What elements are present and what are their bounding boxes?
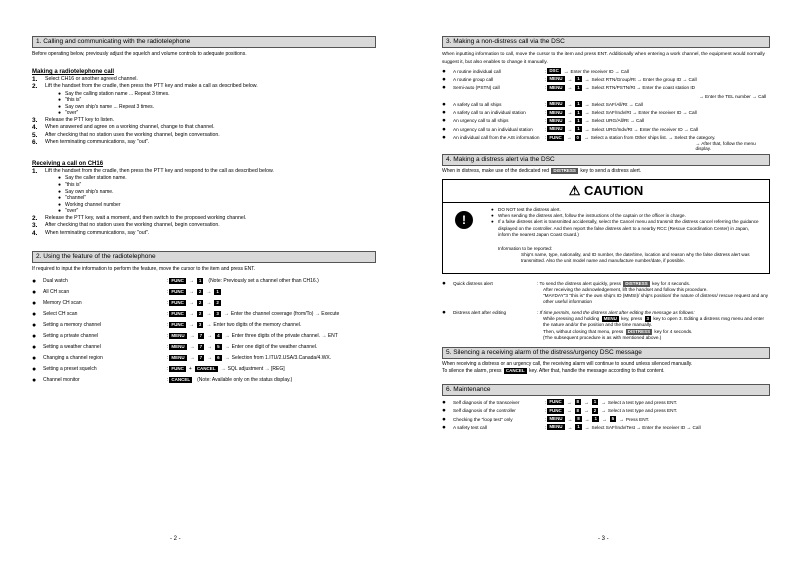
receiving-step: 3. After checking that no station uses the working channel, begin conversation. [32, 222, 220, 230]
key-label: FUNC [549, 399, 562, 405]
key-label: 1 [216, 289, 219, 295]
key-label: MENU [171, 333, 185, 339]
key-label: MENU [549, 117, 563, 123]
key-label: 3 [198, 322, 202, 328]
making-step: 1. Select CH16 or another agreed channel. [32, 76, 138, 83]
cancel-key: CANCEL [505, 368, 525, 374]
making-step: 5. After checking that no station uses the working channel, begin conversation. [32, 131, 220, 139]
feature-row: ● Self diagnosis of the transceiver : FUNC → 8 → 1 → Select a test type and press ENT. [442, 398, 678, 406]
key-label: 2 [198, 300, 202, 306]
key-label: 5 [611, 416, 615, 421]
page-number-left: - 2 - [170, 536, 181, 542]
info-title: Information to be reported: [498, 245, 553, 251]
receiving-sub: ● Working channel number [58, 201, 121, 208]
making-sub: ● "over" [58, 110, 79, 117]
receiving-sub: ● "this is" [58, 182, 82, 189]
key-label: 2 [593, 407, 597, 413]
warning-icon: ⚠ [568, 182, 581, 198]
feature-row: ● Setting a preset squelch : FUNC + CANCEL → SQL adjustment → [REG] [32, 365, 285, 373]
key-label: 1 [577, 126, 580, 132]
key-label: MENU [549, 76, 563, 82]
receiving-sub: ● "channel" [58, 195, 87, 202]
key-label: 8 [577, 416, 580, 421]
key-label: 7 [199, 344, 203, 350]
key-label: 1 [577, 117, 580, 123]
feature-row: ● Checking the "loop test" only : MENU → 8 → 1 → 5 → Press ENT. [442, 415, 650, 423]
key-label: 8 [576, 407, 580, 413]
key-label: 1 [594, 416, 597, 421]
key-label: 1 [577, 424, 580, 430]
feature-row: ● All CH scan : FUNC → 2 → 1 [32, 288, 219, 296]
feature-row: → Enter the TEL number → Call [699, 93, 767, 99]
dsc-call-list [442, 67, 770, 150]
distress-key: DISTRESS [553, 167, 576, 173]
making-step: 2. Lift the handset from the cradle, then press the PTT key and make a call as described below. [32, 83, 258, 91]
key-label: MENU [549, 416, 563, 421]
feature-row: ● A safety call to all ships : MENU → 1 → Select SAF/All/Rt → Call [442, 100, 643, 108]
key-label: 1 [577, 84, 580, 90]
feature-row: ● A routine individual call : DSC → Enter the receiver ID → Call [442, 67, 629, 75]
feature-row: ● Setting a private channel : MENU → 7 → 4 → Enter three digits of the private channel. → ENT [32, 332, 338, 340]
feature-row: ● Select CH scan : FUNC → 2 → 3 → Enter the channel coverage (from/To) → Execute [32, 310, 340, 318]
receiving-step: 4. When terminating communications, say "out". [32, 229, 150, 237]
section-4-title: 4. Making a distress alert via the DSC [442, 154, 770, 166]
feature-row: ● A safety call to an individual station : MENU → 1 → Select SAF/Indv/Rt → Enter the receiver ID → Call [442, 109, 697, 117]
key-label: CANCEL [196, 366, 216, 372]
right-page [442, 36, 770, 431]
distress-after-edit: ● Distress alert after editing : If time permits, send the distress alert after editing the message as follows: While pressing and holding MENU key, press 3 key to open 3. Editing a distress msg menu and enter the nature and/or the position and the time manually. Then, without closing that menu, press DISTRESS key for 4 seconds. (The subsequent procedure is as with mentioned above.) [442, 308, 765, 340]
key-label: FUNC [171, 366, 184, 372]
caution-box [442, 179, 770, 274]
key-label: FUNC [171, 311, 184, 317]
section-5-l1: When receiving a distress or an urgency call, the receiving alarm will continue to sound unless silenced manually. [442, 361, 693, 368]
key-label: 0 [576, 134, 580, 140]
left-page [32, 36, 376, 386]
caution-text: ● DO NOT test the distress alert. ● When sending the distress alert, follow the instructions of the captain or the officer in charge. ● If a false distress alert is transmitted accidentally, select the Cancel menu and transmit the distress cancel referring the guidance displayed on the controller. And then report the false distress alert to a nearby RCC (Rescue Coordination Center) in Japan, inform the nearest Japan Coast Guard.) Information to be reported: Ship's name, type, nationality, and ID number, the date/time, location and reason why the false distress alert was transmitted. Also the unit model name and manufacture number/date, if possible. [491, 207, 763, 269]
feature-row: → After that, follow the menu display. [695, 140, 756, 151]
feature-row: ● An urgency call to an individual station : MENU → 1 → Select URG/Indv/Rt → Enter the receiver ID → Call [442, 125, 698, 133]
receiving-step: 2. Release the PTT key, wait a moment, and then switch to the proposed working channel. [32, 215, 247, 223]
feature-row: ● Changing a channel region : MENU → 7 → 6 → Selection from 1.ITU/2.USA/3.Canada/4.WX. [32, 354, 332, 362]
section-3-title: 3. Making a non-distress call via the DSC [442, 36, 770, 48]
making-call-title: Making a radiotelephone call [32, 69, 115, 75]
section-4-intro: When in distress, make use of the dedicated red DISTRESS key to send a distress alert. [442, 167, 642, 174]
page-number-right: - 3 - [598, 536, 609, 542]
section-5-l2: To silence the alarm, press CANCEL key. After that, handle the message according to that content. [442, 368, 665, 375]
caution-header: ⚠ CAUTION [443, 180, 769, 203]
receiving-call-title: Receiving a call on CH16 [32, 161, 104, 168]
key-label: 7 [199, 355, 203, 361]
receiving-step: 1. Lift the handset from the cradle, then press the PTT key and respond to the call as described below. [32, 168, 274, 176]
feature-row: ● Dual watch : FUNC → 1 (Note: Previously set a channel other than CH16.) [32, 277, 319, 285]
key-label: 4 [217, 333, 220, 339]
key-label: 2 [216, 300, 219, 306]
quick-distress: ● Quick distress alert : To send the distress alert quickly, press DISTRESS key for 4 seconds. After receiving the acknowledgement, lift the handset and follow this procedure. "MAYDAY"3 "this is" the own ship's ID (MMSI)/ ship's position/ the nature of distress/ rescue request and any other useful information [442, 279, 769, 305]
key-label: FUNC [171, 322, 184, 328]
key-label: 2 [198, 289, 202, 295]
feature-row: ● Channel monitor : CANCEL (Note: Available only on the status display.) [32, 376, 293, 384]
receiving-sub: ● Say the caller station name. [58, 175, 127, 182]
key-label: 5 [217, 344, 220, 350]
key-label: 1 [577, 76, 580, 82]
section-3-intro: When inputting information to call, move the cursor to the item and press ENT. Additionally when entering a work channel, the equipment would normally suggest it, but also enables to change it manually. [442, 52, 765, 65]
key-label: FUNC [171, 300, 184, 306]
key-label: 1 [577, 109, 580, 115]
key-label: MENU [549, 84, 563, 90]
feature-row: ● Setting a memory channel : FUNC → 3 → Enter two digits of the memory channel. [32, 321, 302, 329]
maintenance-list [442, 398, 770, 431]
feature-row: ● A safety test call : MENU → 1 → Select SAF/Indv/Test → Enter the receiver ID → Call [442, 423, 701, 431]
feature-row: ● A routine group call : MENU → 1 → Select RTN/Group/Rt → Enter the group ID → Call [442, 75, 697, 83]
making-sub: ● Say own ship's name ... Repeat 3 times. [58, 103, 155, 110]
key-label: 7 [199, 333, 203, 339]
key-label: 1 [577, 101, 580, 107]
receiving-sub: ● Say own ship's name. [58, 188, 114, 195]
feature-row: ● An individual call from the AIS information : FUNC → 0 → Select a station from Other ships list. → Select the category. [442, 134, 716, 142]
section-2-intro: If required to input the information to perform the feature, move the cursor to the item and press ENT. [32, 265, 256, 272]
key-label: FUNC [549, 134, 562, 140]
feature-list [32, 276, 376, 386]
key-label: 1 [593, 399, 597, 405]
key-label: 3 [216, 311, 219, 317]
info-text: Ship's name, type, nationality, and ID number, the date/time, location and reason why the false distress alert was transmitted. Also the unit model name and manufacture number/date, if possible. [521, 252, 750, 264]
key-label: FUNC [171, 289, 184, 295]
key-label: MENU [549, 101, 563, 107]
exclamation-icon: ! [455, 211, 473, 229]
feature-row: ● Self diagnosis of the controller : FUNC → 8 → 2 → Select a test type and press ENT. [442, 407, 678, 415]
feature-row: ● An urgency call to all ships : MENU → 1 → Select URG/All/Rt → Call [442, 117, 645, 125]
key-label: 8 [576, 399, 580, 405]
key-label: FUNC [549, 407, 562, 413]
section-1-intro: Before operating below, previously adjust the squelch and volume controls to adequate positions. [32, 51, 247, 57]
key-label: MENU [549, 109, 563, 115]
key-label: 1 [198, 278, 202, 284]
key-label: DSC [549, 68, 559, 74]
making-sub: ● "this is" [58, 97, 82, 104]
making-step: 6. When terminating communications, say "out". [32, 138, 150, 146]
making-sub: ● Say the calling station name ... Repeat 3 times. [58, 90, 170, 97]
key-label: FUNC [171, 278, 184, 284]
key-label: CANCEL [171, 377, 191, 383]
feature-row: ● Setting a weather channel : MENU → 7 → 5 → Enter one digit of the weather channel. [32, 343, 318, 351]
key-label: 2 [198, 311, 202, 317]
key-label: MENU [171, 344, 185, 350]
making-step: 3. Release the PTT key to listen. [32, 116, 115, 124]
section-5-title: 5. Silencing a receiving alarm of the distress/urgency DSC message [442, 347, 770, 359]
key-label: MENU [549, 126, 563, 132]
key-label: 6 [217, 355, 220, 361]
feature-row: ● Memory CH scan : FUNC → 2 → 2 [32, 299, 219, 307]
key-label: MENU [549, 424, 563, 430]
section-1-title: 1. Calling and communicating with the radiotelephone [32, 36, 376, 48]
section-2-title: 2. Using the feature of the radiotelephone [32, 251, 376, 263]
receiving-sub: ● "over" [58, 208, 79, 215]
making-step: 4. When answered and agree on a working channel, change to that channel. [32, 124, 215, 132]
feature-row: ● Semi-auto (PSTN) call : MENU → 1 → Select RTN/PSTN/Rt → Enter the coast station ID [442, 84, 696, 92]
section-6-title: 6. Maintenance [442, 384, 770, 396]
key-label: MENU [171, 355, 185, 361]
